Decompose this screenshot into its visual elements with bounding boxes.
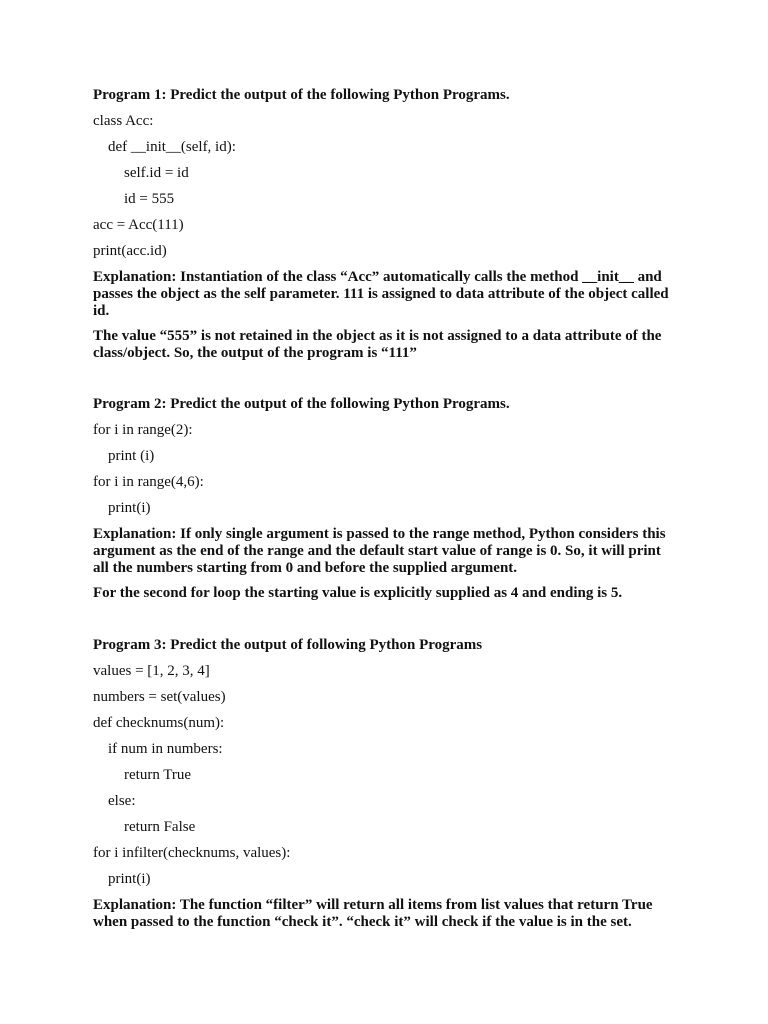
- code-line: return True: [124, 767, 192, 783]
- code-line: self.id = id: [124, 165, 189, 181]
- explanation-paragraph: For the second for loop the starting value is explicitly supplied as 4 and ending is 5.: [93, 585, 623, 601]
- code-line: print (i): [108, 448, 155, 464]
- explanation-paragraph: Explanation: Instantiation of the class “Acc” automatically calls the method __init__ and passes the object as the self parameter. 111 is assigned to data attribute of the object called id.: [93, 269, 669, 319]
- program-1-heading: Program 1: Predict the output of the following Python Programs.: [93, 87, 510, 103]
- code-line: class Acc:: [93, 113, 154, 129]
- program-2-section: [93, 396, 673, 610]
- code-line: values = [1, 2, 3, 4]: [93, 663, 210, 679]
- code-line: numbers = set(values): [93, 689, 226, 705]
- program-2-heading: Program 2: Predict the output of the following Python Programs.: [93, 396, 510, 412]
- explanation-paragraph: Explanation: The function “filter” will return all items from list values that return True when passed to the function “check it”. “check it” will check if the value is in the set.: [93, 897, 653, 930]
- code-line: print(i): [108, 500, 151, 516]
- program-3-heading: Program 3: Predict the output of following Python Programs: [93, 637, 483, 653]
- code-line: else:: [108, 793, 136, 809]
- code-line: print(i): [108, 871, 151, 887]
- code-line: for i infilter(checknums, values):: [93, 845, 291, 861]
- explanation-paragraph: The value “555” is not retained in the object as it is not assigned to a data attribute of the class/object. So, the output of the program is “111”: [93, 328, 662, 361]
- code-line: if num in numbers:: [108, 741, 223, 757]
- code-line: for i in range(4,6):: [93, 474, 204, 490]
- program-3-section: [93, 637, 673, 939]
- code-line: def checknums(num):: [93, 715, 225, 731]
- code-line: return False: [124, 819, 196, 835]
- explanation-paragraph: Explanation: If only single argument is passed to the range method, Python considers this argument as the end of the range and the default start value of range is 0. So, it will print all the numbers starting from 0 and before the supplied argument.: [93, 526, 666, 576]
- code-line: id = 555: [124, 191, 175, 207]
- code-line: for i in range(2):: [93, 422, 193, 438]
- code-line: def __init__(self, id):: [108, 139, 236, 155]
- program-1-section: [93, 87, 673, 370]
- code-line: acc = Acc(111): [93, 217, 184, 233]
- code-line: print(acc.id): [93, 243, 167, 259]
